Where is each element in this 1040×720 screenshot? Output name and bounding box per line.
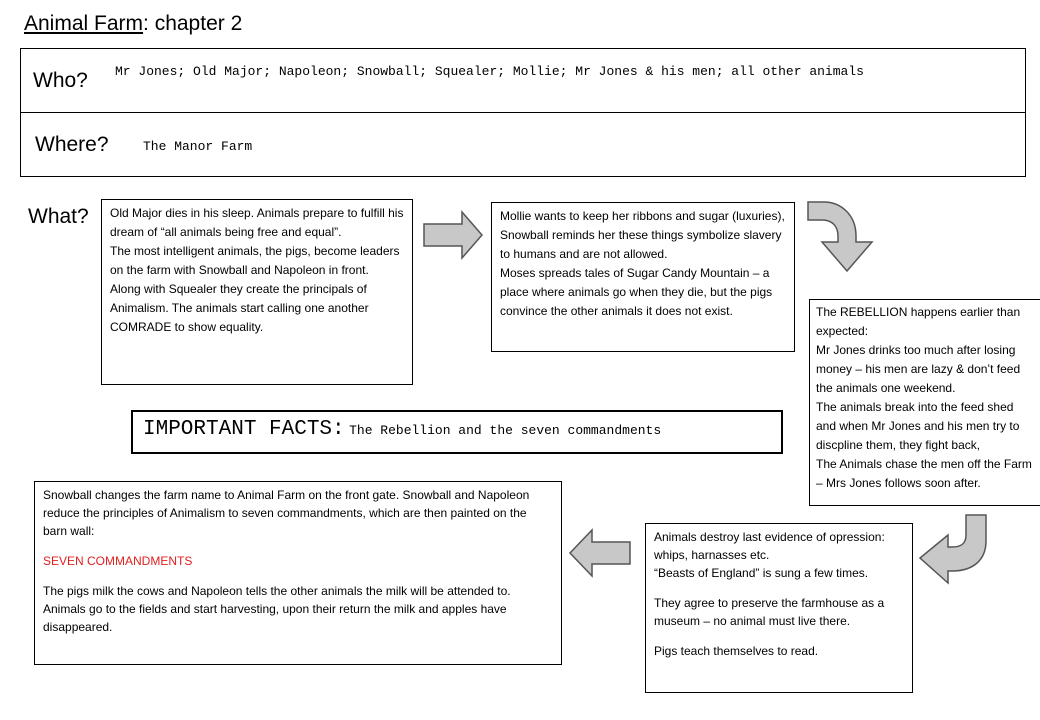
arrow-curve-down-left-icon <box>916 511 1000 585</box>
where-text: The Manor Farm <box>143 139 253 154</box>
seven-commandments-label: SEVEN COMMANDMENTS <box>43 554 193 568</box>
who-text: Mr Jones; Old Major; Napoleon; Snowball; Squealer; Mollie; Mr Jones & his men; all other animals <box>115 64 864 79</box>
old-major-box <box>101 199 413 385</box>
destroy-line-1: Animals destroy last evidence of opression: whips, harnasses etc. <box>654 530 885 562</box>
destroy-evidence-box <box>645 523 913 693</box>
rebellion-box <box>809 299 1040 506</box>
page-title <box>24 12 242 36</box>
important-facts-banner <box>131 410 783 454</box>
old-major-line-3: Along with Squealer they create the principals of Animalism. The animals start calling one another COMRADE to show equality. <box>110 282 369 334</box>
old-major-line-1: Old Major dies in his sleep. Animals prepare to fulfill his dream of “all animals being free and equal”. <box>110 206 404 239</box>
important-facts-heading: IMPORTANT FACTS: <box>143 418 345 441</box>
destroy-line-2: “Beasts of England” is sung a few times. <box>654 566 869 580</box>
mollie-line-2: Moses spreads tales of Sugar Candy Mountain – a place where animals go when they die, but the pigs convince the other animals it does not exist. <box>500 266 773 318</box>
destroy-para-3: Pigs teach themselves to read. <box>654 644 819 658</box>
rebellion-line-2: Mr Jones drinks too much after losing money – his men are lazy & don’t feed the animals one weekend. <box>816 343 1021 395</box>
where-label: Where? <box>35 133 109 156</box>
snowball-para-3: The pigs milk the cows and Napoleon tells the other animals the milk will be attended to. Animals go to the fields and start harvesting, upon their return the milk and apples have disappeared. <box>43 584 511 634</box>
mollie-line-1: Mollie wants to keep her ribbons and sugar (luxuries), Snowball reminds her these things symbolize slavery to humans and are not allowed. <box>500 209 785 261</box>
snowball-para-1: Snowball changes the farm name to Animal Farm on the front gate. Snowball and Napoleon reduce the principles of Animalism to seven commandments, which are then painted on the barn wall: <box>43 488 530 538</box>
mollie-box <box>491 202 795 352</box>
title-rest: : chapter 2 <box>143 12 243 35</box>
rebellion-line-1: The REBELLION happens earlier than expected: <box>816 305 1021 338</box>
snowball-box <box>34 481 562 665</box>
old-major-line-2: The most intelligent animals, the pigs, become leaders on the farm with Snowball and Napoleon in front. <box>110 244 400 277</box>
important-facts-subtitle: The Rebellion and the seven commandments <box>349 423 662 438</box>
destroy-para-2: They agree to preserve the farmhouse as a museum – no animal must live there. <box>654 596 885 628</box>
what-label: What? <box>28 205 89 228</box>
who-label: Who? <box>33 69 88 92</box>
arrow-curve-down-icon <box>800 198 880 274</box>
title-main: Animal Farm <box>24 12 144 35</box>
rebellion-line-4: The Animals chase the men off the Farm – Mrs Jones follows soon after. <box>816 457 1032 490</box>
rebellion-line-3: The animals break into the feed shed and when Mr Jones and his men try to discpline them, they fight back, <box>816 400 1020 452</box>
where-box <box>20 112 1026 177</box>
who-box <box>20 48 1026 113</box>
arrow-right-icon <box>422 210 484 260</box>
arrow-left-icon <box>568 528 632 578</box>
